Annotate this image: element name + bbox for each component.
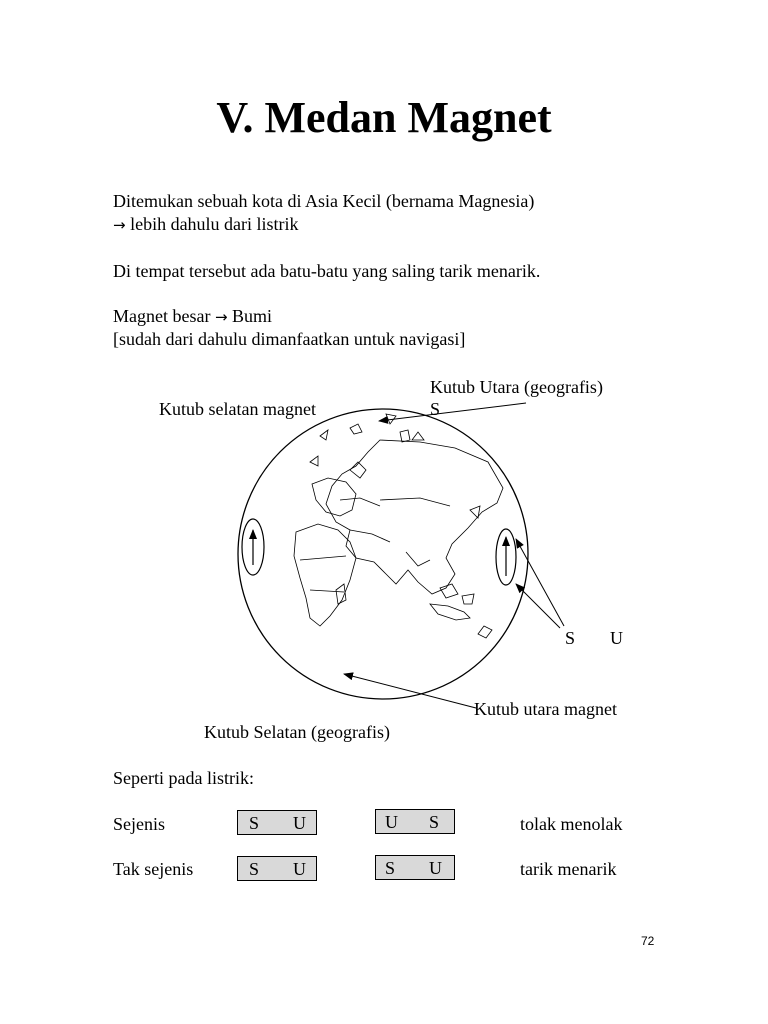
comparison-intro: Seperti pada listrik: bbox=[113, 768, 254, 788]
label-south-magnetic: Kutub selatan magnet bbox=[159, 399, 316, 419]
label-pole-u: U bbox=[610, 628, 623, 648]
intro-line-4-suffix: Bumi bbox=[232, 306, 273, 326]
page-number: 72 bbox=[641, 934, 655, 948]
magnet-pole: S bbox=[385, 858, 396, 878]
intro-line-2-text: lebih dahulu dari listrik bbox=[130, 214, 299, 234]
magnet-bar bbox=[237, 810, 317, 835]
magnet-bar bbox=[237, 856, 317, 881]
row-result-attract: tarik menarik bbox=[520, 859, 617, 879]
needle-pole-pointer-upper bbox=[516, 539, 564, 626]
north-geo-pointer bbox=[379, 403, 526, 421]
intro-line-5: [sudah dari dahulu dimanfaatkan untuk navigasi] bbox=[113, 329, 466, 349]
earth-globe bbox=[238, 409, 528, 699]
label-north-geographic-pole: S bbox=[430, 399, 441, 419]
label-north-geographic: Kutub Utara (geografis) bbox=[430, 377, 603, 397]
magnet-pole: U bbox=[429, 858, 442, 878]
magnet-bar bbox=[375, 809, 455, 834]
right-arrow-icon: → bbox=[113, 216, 126, 234]
row-result-repel: tolak menolak bbox=[520, 814, 623, 834]
magnet-pole: U bbox=[293, 859, 306, 879]
page-title: V. Medan Magnet bbox=[216, 93, 552, 142]
magnet-pole: S bbox=[249, 813, 260, 833]
magnet-pole: S bbox=[429, 812, 440, 832]
magnet-pole: U bbox=[293, 813, 306, 833]
magnet-pole: U bbox=[385, 812, 398, 832]
label-north-magnetic: Kutub utara magnet bbox=[474, 699, 617, 719]
row-label-tak-sejenis: Tak sejenis bbox=[113, 859, 194, 879]
magnet-bar bbox=[375, 855, 455, 880]
continent-outlines bbox=[294, 414, 503, 638]
label-south-geographic: Kutub Selatan (geografis) bbox=[204, 722, 390, 742]
intro-line-3: Di tempat tersebut ada batu-batu yang saling tarik menarik. bbox=[113, 261, 541, 281]
row-label-sejenis: Sejenis bbox=[113, 814, 165, 834]
intro-line-1: Ditemukan sebuah kota di Asia Kecil (bernama Magnesia) bbox=[113, 191, 535, 211]
label-pole-s: S bbox=[565, 628, 576, 648]
intro-line-4-prefix: Magnet besar bbox=[113, 306, 211, 326]
magnet-pole: S bbox=[249, 859, 260, 879]
right-arrow-icon: → bbox=[214, 308, 228, 326]
